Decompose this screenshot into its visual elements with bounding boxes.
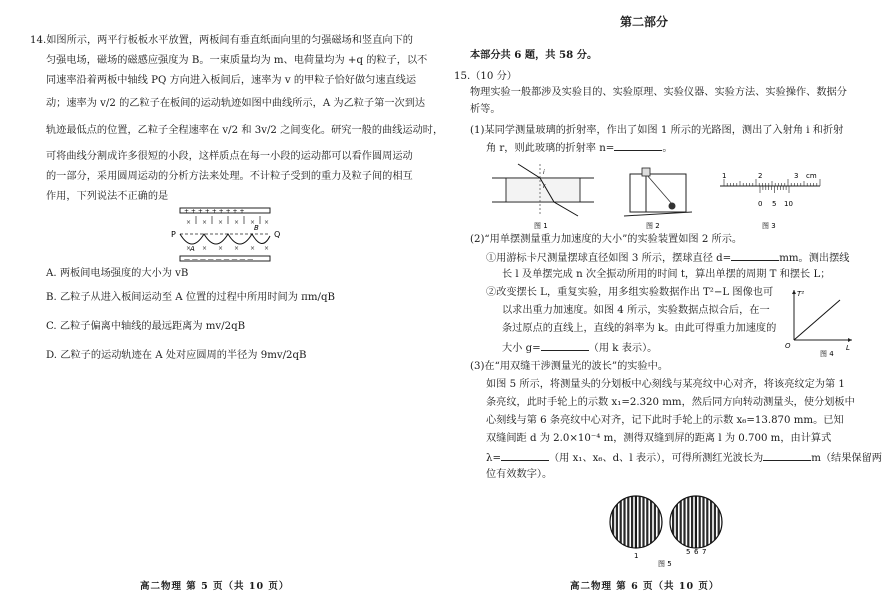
fringe-label-7: 7 [702, 548, 707, 556]
q15-p3-line-6 [486, 450, 882, 466]
section-note: 本部分共 6 题，共 58 分。 [470, 49, 598, 61]
fringe-band [627, 494, 629, 550]
q15-p1-line-1: (1)某同学测量玻璃的折射率，作出了如图 1 所示的光路图，测出了入射角 i 和折射 [470, 125, 844, 136]
fringe-band [654, 494, 656, 550]
fringe-band [623, 494, 625, 550]
q15-p3-line-2: 如图 5 所示，将测量头的分划板中心刻线与某亮纹中心对齐，将该亮纹定为第 1 [486, 379, 845, 390]
fringe-band [714, 494, 716, 550]
fig5-caption: 图 5 [658, 560, 672, 568]
fringe-band [710, 494, 712, 550]
fringe-band [650, 494, 652, 550]
fringe-band [639, 494, 641, 550]
figure-3 [718, 160, 822, 230]
svg-text:×: × [264, 245, 270, 252]
q15-intro-1: 物理实验一般都涉及实验目的、实验原理、实验仪器、实验方法、实验操作、数据分 [470, 87, 847, 98]
q15-p3-line-4: 心刻线与第 6 条亮纹中心对齐，记下此时手轮上的示数 x₆=13.870 mm。已知 [486, 415, 844, 426]
q15-p3-text-c: m（结果保留两 [811, 453, 882, 464]
q15-p2-line-2 [486, 250, 849, 266]
q15-p2-line-3: 长 l 及单摆完成 n 次全振动所用的时间 t，算出单摆的周期 T 和摆长 L； [502, 269, 831, 280]
plus-signs: + + + + + + + + + [184, 208, 245, 215]
caliper-label-3: 3 [794, 172, 799, 180]
figure-2 [620, 160, 700, 230]
q14-line-8: 作用，下列说法不正确的是 [46, 191, 169, 202]
right-page [430, 0, 882, 608]
caliper-label-2: 2 [758, 172, 763, 180]
svg-text:×: × [186, 245, 192, 252]
fringe-band [687, 494, 689, 550]
fringe-band [706, 494, 708, 550]
option-c: C. 乙粒子偏离中轴线的最远距离为 mv/2qB [46, 321, 246, 332]
fringe-label-5: 5 [686, 548, 691, 556]
fringe-band [642, 494, 644, 550]
answer-blank-g[interactable] [541, 340, 589, 351]
axis-y-label: T² [797, 290, 805, 298]
vernier-label-5: 5 [772, 200, 777, 208]
fringe-band [680, 494, 682, 550]
answer-blank-lambda-expr[interactable] [501, 450, 549, 461]
q14-figure [170, 204, 290, 266]
q14-line-3: 同速率沿着两板中轴线 PQ 方向进入板间后，速率为 v 的甲粒子恰好做匀速直线运 [46, 75, 417, 86]
fig3-caption: 图 3 [762, 222, 776, 230]
svg-text:i: i [543, 169, 545, 176]
label-q: Q [274, 230, 281, 239]
label-a: A [190, 245, 195, 253]
trajectory-curve [180, 234, 270, 244]
right-footer: 高二物理 第 6 页（共 10 页） [570, 581, 720, 592]
fringe-band [718, 494, 720, 550]
q15-p2-line-4: ②改变摆长 L，重复实验，用多组实验数据作出 T²−L 图像也可 [486, 287, 774, 298]
vernier-label-10: 10 [784, 200, 793, 208]
fringe-band [616, 494, 618, 550]
q14-line-4: 动；速率为 v/2 的乙粒子在板间的运动轨迹如图中曲线所示，A 为乙粒子第一次到达 [46, 98, 426, 109]
vernier-label-0: 0 [758, 200, 763, 208]
option-a: A. 两板间电场强度的大小为 vB [46, 268, 189, 279]
fringe-band [699, 494, 701, 550]
figure-4 [782, 286, 856, 358]
q15-p3-line-7: 位有效数字）。 [486, 469, 553, 480]
q14-line-5: 轨迹最低点的位置，乙粒子全程速率在 v/2 和 3v/2 之间变化。研究一般的曲线运动时， [46, 125, 444, 136]
label-p: P [171, 230, 176, 239]
fringe-band [612, 494, 614, 550]
q14-line-7: 的一部分，采用圆周运动的分析方法来处理。不计粒子受到的重力及粒子间的相互 [46, 171, 413, 182]
label-b: B [254, 224, 259, 232]
option-d: D. 乙粒子的运动轨迹在 A 处对应圆周的半径为 9mv/2qB [46, 350, 307, 361]
q15-p1-line-2: 角 r，则此玻璃的折射率 n= 。 [486, 140, 673, 156]
fig4-caption: 图 4 [820, 350, 834, 358]
svg-text:r: r [543, 183, 546, 190]
svg-text:×: × [250, 245, 256, 252]
svg-text:×: × [202, 219, 208, 226]
svg-text:×: × [202, 245, 208, 252]
q14-line-6: 可将曲线分割成许多很短的小段，这样质点在每一小段的运动都可以看作圆周运动 [46, 151, 413, 162]
section-title: 第二部分 [620, 15, 669, 29]
q15-p3-line-5: 双缝间距 d 为 2.0×10⁻⁴ m，测得双缝到屏的距离 l 为 0.700 m，由计算式 [486, 433, 832, 444]
q15-p2-line-6: 条过原点的直线上，直线的斜率为 k。由此可得重力加速度的 [502, 323, 777, 334]
figure-1 [488, 160, 600, 230]
caliper-label-1: 1 [722, 172, 727, 180]
fringe-band [646, 494, 648, 550]
fringe-label-1: 1 [634, 552, 639, 560]
q15-p3-line-1: (3)在“用双缝干涉测量光的波长”的实验中。 [470, 361, 669, 372]
svg-text:×: × [264, 219, 270, 226]
svg-text:×: × [218, 245, 224, 252]
origin-label: O [785, 342, 791, 350]
q15-p2-text-g: 大小 g= [502, 343, 541, 354]
q15-p2-text-a: ①用游标卡尺测量摆球直径如图 3 所示，摆球直径 d= [486, 253, 732, 264]
fit-line [794, 300, 840, 340]
svg-text:×: × [250, 219, 256, 226]
fringe-band [676, 494, 678, 550]
fringe-band [658, 494, 660, 550]
answer-blank-lambda-value[interactable] [763, 450, 811, 461]
q15-p2-line-5: 以求出重力加速度。如图 4 所示，实验数据点拟合后，在一 [502, 305, 770, 316]
fringe-band [672, 494, 674, 550]
fringe-band [631, 494, 633, 550]
fringe-band [702, 494, 704, 550]
fig1-caption: 图 1 [534, 222, 548, 230]
q15-head: 15.（10 分） [454, 71, 517, 82]
answer-blank-d[interactable] [731, 250, 779, 261]
q15-p2-line-7 [502, 340, 657, 356]
q15-intro-2: 析等。 [470, 104, 501, 115]
svg-text:×: × [234, 219, 240, 226]
axis-x-label: L [846, 344, 850, 352]
q15-p2-text-k: （用 k 表示）。 [588, 343, 658, 354]
fig2-caption: 图 2 [646, 222, 660, 230]
svg-text:×: × [234, 245, 240, 252]
q15-p2-line-1: (2)“用单摆测量重力加速度的大小”的实验装置如图 2 所示。 [470, 234, 743, 245]
q15-p1-text: 角 r，则此玻璃的折射率 n= [486, 143, 615, 154]
figure-5 [606, 492, 726, 568]
pendulum-bob [669, 203, 676, 210]
q15-p3-text-a: λ= [486, 453, 501, 464]
minus-signs: — — — — — — — — — [184, 256, 254, 263]
fringe-band [620, 494, 622, 550]
fringe-label-6: 6 [694, 548, 699, 556]
fringe-band [691, 494, 693, 550]
q14-line-2: 匀强电场，磁场的磁感应强度为 B。一束质量均为 m、电荷量均为 +q 的粒子，以不 [46, 55, 428, 66]
left-footer: 高二物理 第 5 页（共 10 页） [140, 581, 290, 592]
svg-text:×: × [218, 219, 224, 226]
q14-line-1: 14.如图所示，两平行板板水平放置，两板间有垂直纸面向里的匀强磁场和竖直向下的 [30, 35, 413, 46]
caliper-label-cm: cm [806, 172, 817, 180]
q15-p2-text-b: mm。测出摆线 [779, 253, 850, 264]
answer-blank-n[interactable] [614, 140, 662, 151]
fringe-band [683, 494, 685, 550]
option-b: B. 乙粒子从进入板间运动至 A 位置的过程中所用时间为 πm/qB [46, 292, 335, 303]
q15-p3-text-b: （用 x₁、x₆、d、l 表示），可得所测红光波长为 [549, 453, 764, 464]
svg-text:×: × [186, 219, 192, 226]
q15-p3-line-3: 条亮纹，此时手轮上的示数 x₁=2.320 mm，然后同方向转动测量头，使分划板中 [486, 397, 855, 408]
